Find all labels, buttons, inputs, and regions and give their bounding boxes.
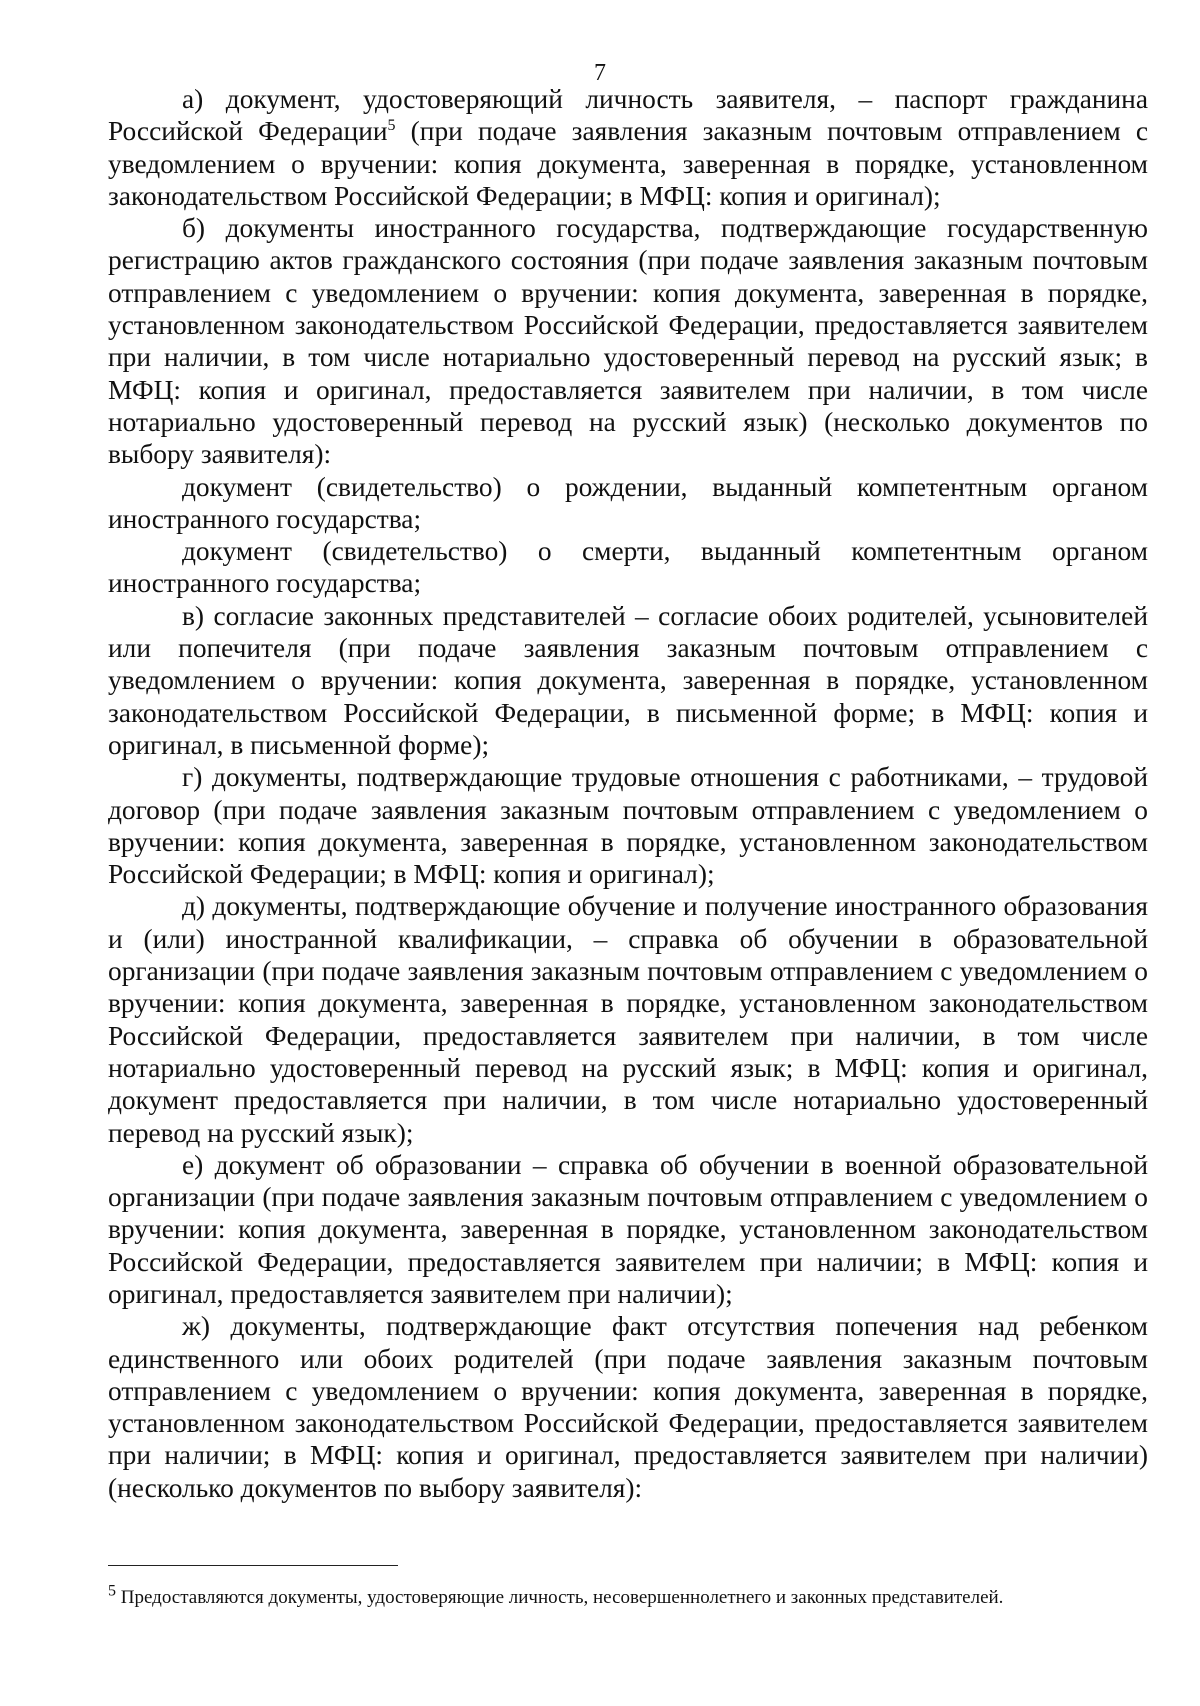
paragraph-birth-certificate: документ (свидетельство) о рождении, выданный компетентным органом иностранного государства; [108,471,1148,534]
paragraph-v: в) согласие законных представителей – согласие обоих родителей, усыновителей или попечителя (при подаче заявления заказным почтовым отправлением с уведомлением о вручении: копия документа, заверенная в порядке, установленном законодательством Российской Федерации, в письменной форме; в МФЦ: копия и оригинал, в письменной форме); [108,600,1148,760]
footnote [108,1582,1148,1610]
footnote-marker: 5 [108,1582,116,1600]
paragraph-b: б) документы иностранного государства, подтверждающие государственную регистрацию актов гражданского состояния (при подаче заявления заказным почтовым отправлением с уведомлением о вручении: копия документа, заверенная в порядке, установленном законодательством Российской Федерации, предоставляется заявителем при наличии, в том числе нотариально удостоверенный перевод на русский язык; в МФЦ: копия и оригинал, предоставляется заявителем при наличии, в том числе нотариально удостоверенный перевод на русский язык) (несколько документов по выбору заявителя): [108,213,1148,470]
paragraph-d: д) документы, подтверждающие обучение и получение иностранного образования и (или) иностранной квалификации, – справка об обучении в образовательной организации (при подаче заявления заказным почтовым отправлением с уведомлением о вручении: копия документа, заверенная в порядке, установленном законодательством Российской Федерации, предоставляется заявителем при наличии, в том числе нотариально удостоверенный перевод на русский язык; в МФЦ: копия и оригинал, документ предоставляется при наличии, в том числе нотариально удостоверенный перевод на русский язык); [108,891,1148,1148]
footnote-text: Предоставляются документы, удостоверяющие личность, несовершеннолетнего и законных представителей. [116,1587,1004,1608]
footnote-separator [108,1565,398,1566]
footnote-reference: 5 [387,117,396,135]
paragraph-a [108,83,1148,212]
paragraph-a-text-continued: (при подаче заявления заказным почтовым отправлением с уведомлением о вручении: копия документа, заверенная в порядке, установленном законодательством Российской Федерации; в МФЦ: копия и оригинал); [108,116,1148,211]
paragraph-g: г) документы, подтверждающие трудовые отношения с работниками, – трудовой договор (при подаче заявления заказным почтовым отправлением с уведомлением о вручении: копия документа, заверенная в порядке, установленном законодательством Российской Федерации; в МФЦ: копия и оригинал); [108,762,1148,890]
paragraph-a-text: а) документ, удостоверяющий личность заявителя, – паспорт гражданина Российской Федерации [108,84,1148,147]
page-number: 7 [594,60,606,86]
paragraph-zh: ж) документы, подтверждающие факт отсутствия попечения над ребенком единственного или обоих родителей (при подаче заявления заказным почтовым отправлением с уведомлением о вручении: копия документа, заверенная в порядке, установленном законодательством Российской Федерации, предоставляется заявителем при наличии; в МФЦ: копия и оригинал, предоставляется заявителем при наличии) (несколько документов по выбору заявителя): [108,1311,1148,1503]
paragraph-death-certificate: документ (свидетельство) о смерти, выданный компетентным органом иностранного государства; [108,536,1148,599]
paragraph-e: е) документ об образовании – справка об обучении в военной образовательной организации (при подаче заявления заказным почтовым отправлением с уведомлением о вручении: копия документа, заверенная в порядке, установленном законодательством Российской Федерации, предоставляется заявителем при наличии; в МФЦ: копия и оригинал, предоставляется заявителем при наличии); [108,1149,1148,1309]
document-body [108,83,1148,1504]
